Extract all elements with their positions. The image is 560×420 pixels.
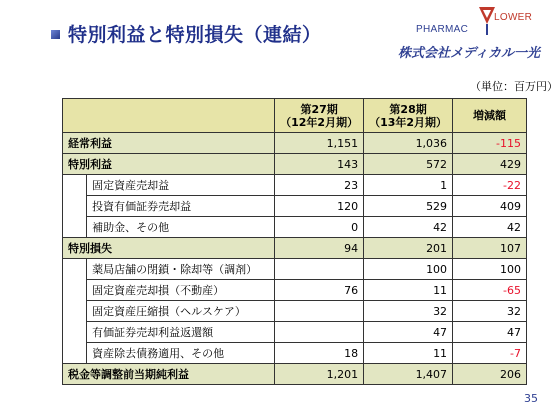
row-label: 資産除去債務適用、その他 <box>87 343 275 364</box>
page-number: 35 <box>524 392 538 405</box>
cell-value: 0 <box>275 217 364 238</box>
row-label: 薬局店舗の閉鎖・除却等（調剤） <box>87 259 275 280</box>
cell-value: 1,151 <box>275 133 364 154</box>
row-label: 特別利益 <box>63 154 275 175</box>
cell-change: 107 <box>453 238 527 259</box>
cell-value: 1 <box>364 175 453 196</box>
table-row <box>63 238 527 259</box>
cell-value: 1,201 <box>275 364 364 385</box>
cell-change: 409 <box>453 196 527 217</box>
table-row <box>63 196 527 217</box>
header-blank-cell <box>63 99 275 133</box>
table-row <box>63 259 527 280</box>
row-label: 経常利益 <box>63 133 275 154</box>
cell-change: 100 <box>453 259 527 280</box>
table-row <box>63 322 527 343</box>
title-bullet-icon <box>51 30 60 39</box>
indent-cell <box>63 175 87 238</box>
cell-change: 47 <box>453 322 527 343</box>
logo-pharmac-text: PHARMAC <box>416 24 469 35</box>
header-period-27: 第27期 （12年2月期） <box>275 99 364 133</box>
row-label: 補助金、その他 <box>87 217 275 238</box>
cell-value: 11 <box>364 280 453 301</box>
unit-label: （単位：百万円） <box>470 80 558 93</box>
page-title: 特別利益と特別損失（連結） <box>68 24 322 46</box>
header-period-28: 第28期 （13年2月期） <box>364 99 453 133</box>
cell-value: 201 <box>364 238 453 259</box>
cell-change: -22 <box>453 175 527 196</box>
cell-value: 18 <box>275 343 364 364</box>
financial-table <box>62 98 527 385</box>
cell-value: 42 <box>364 217 453 238</box>
cell-change: 32 <box>453 301 527 322</box>
indent-cell <box>63 259 87 364</box>
cell-change: 42 <box>453 217 527 238</box>
row-label: 固定資産売却損（不動産） <box>87 280 275 301</box>
cell-value: 32 <box>364 301 453 322</box>
logo-company-name: 株式会社メディカル一光 <box>398 46 540 61</box>
cell-value: 76 <box>275 280 364 301</box>
cell-value: 11 <box>364 343 453 364</box>
cell-value: 529 <box>364 196 453 217</box>
cell-change: 429 <box>453 154 527 175</box>
cell-value <box>275 259 364 280</box>
cell-value: 572 <box>364 154 453 175</box>
table-header-row <box>63 99 527 133</box>
table-row <box>63 175 527 196</box>
cell-change: -65 <box>453 280 527 301</box>
cell-value: 1,036 <box>364 133 453 154</box>
table-row <box>63 301 527 322</box>
row-label: 投資有価証券売却益 <box>87 196 275 217</box>
cell-value: 143 <box>275 154 364 175</box>
cell-value: 47 <box>364 322 453 343</box>
cell-value: 120 <box>275 196 364 217</box>
cell-value: 1,407 <box>364 364 453 385</box>
table-row <box>63 154 527 175</box>
logo-flower-text: LOWER <box>494 12 533 23</box>
row-label: 有価証券売却利益返還額 <box>87 322 275 343</box>
row-label: 税金等調整前当期純利益 <box>63 364 275 385</box>
table-row <box>63 280 527 301</box>
cell-value: 94 <box>275 238 364 259</box>
cell-change: -115 <box>453 133 527 154</box>
table-row <box>63 133 527 154</box>
table-row <box>63 364 527 385</box>
company-logo <box>398 4 553 66</box>
row-label: 特別損失 <box>63 238 275 259</box>
header-change: 増減額 <box>453 99 527 133</box>
cell-change: 206 <box>453 364 527 385</box>
row-label: 固定資産圧縮損（ヘルスケア） <box>87 301 275 322</box>
cell-value <box>275 322 364 343</box>
table-row <box>63 343 527 364</box>
cell-change: -7 <box>453 343 527 364</box>
table-row <box>63 217 527 238</box>
row-label: 固定資産売却益 <box>87 175 275 196</box>
cell-value <box>275 301 364 322</box>
cell-value: 23 <box>275 175 364 196</box>
cell-value: 100 <box>364 259 453 280</box>
